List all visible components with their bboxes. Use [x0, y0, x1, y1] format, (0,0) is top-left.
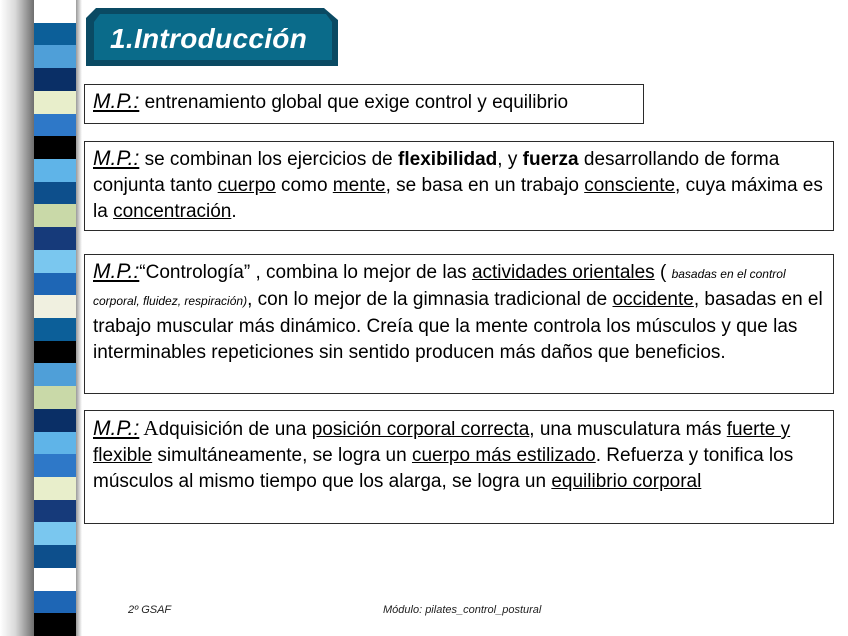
stripe-segment — [34, 295, 78, 318]
stripe-segment — [34, 613, 78, 636]
text-segment: desarrollando de forma conjunta tanto — [93, 149, 780, 196]
stripe-segment — [34, 409, 78, 432]
text-segment: , cuya máxima es la — [93, 175, 823, 222]
text-segment: , una musculatura más — [529, 419, 727, 440]
text-segment: ( — [654, 262, 672, 283]
underlined-term-cuerpo: cuerpo — [217, 175, 276, 196]
underlined-term-actividades-orientales: actividades orientales — [471, 262, 655, 283]
definition-box-4 — [84, 410, 834, 524]
stripe-column — [34, 0, 78, 636]
stripe-segment — [34, 250, 78, 273]
stripe-segment — [34, 182, 78, 205]
text-segment: dquisición de una — [158, 419, 312, 440]
stripe-segment — [34, 454, 78, 477]
small-note: basadas en el control corporal, fluidez, respiración) — [93, 267, 786, 308]
bold-term-flexibilidad: flexibilidad — [398, 149, 498, 170]
definition-text: entrenamiento global que exige control y equilibrio — [139, 92, 569, 113]
footer-module: Módulo: pilates_control_postural — [383, 604, 542, 616]
text-segment: , con lo mejor de la gimnasia tradicional de — [247, 289, 613, 310]
stripe-segment — [34, 341, 78, 364]
text-segment: , basadas en el trabajo muscular más dinámico. Creía que la mente controla los músculos y que las interminables repeticiones sin sentido producen más daños que beneficios. — [93, 289, 823, 363]
stripe-segment — [34, 273, 78, 296]
stripe-segment — [34, 363, 78, 386]
slide-title: 1.Introducción — [110, 23, 308, 54]
slide-title-tab — [86, 8, 338, 64]
text-segment: como — [275, 175, 333, 196]
definition-box-1 — [84, 84, 644, 124]
mp-label: M.P.: — [93, 147, 140, 170]
mp-label: M.P.: — [93, 260, 140, 283]
definition-box-3 — [84, 254, 834, 394]
stripe-segment — [34, 227, 78, 250]
mp-label: M.P.: — [93, 90, 140, 113]
bold-term-fuerza: fuerza — [522, 149, 579, 170]
stripe-segment — [34, 545, 78, 568]
text-segment: “Contrología” , combina lo mejor de las — [139, 262, 472, 283]
underlined-term-consciente: consciente — [584, 175, 676, 196]
underlined-term-cuerpo-estilizado: cuerpo más estilizado — [411, 445, 596, 466]
drop-cap: A — [139, 416, 159, 440]
stripe-segment — [34, 114, 78, 137]
underlined-term-occidente: occidente — [612, 289, 694, 310]
stripe-segment — [34, 477, 78, 500]
text-segment: . — [231, 201, 237, 222]
stripe-segment — [34, 0, 78, 23]
stripe-segment — [34, 500, 78, 523]
stripe-segment — [34, 568, 78, 591]
stripe-segment — [34, 136, 78, 159]
stripe-segment — [34, 432, 78, 455]
underlined-term-concentracion: concentración — [113, 201, 232, 222]
stripe-segment — [34, 68, 78, 91]
stripe-segment — [34, 204, 78, 227]
decorative-stripe-border — [0, 0, 80, 636]
footer-course: 2º GSAF — [128, 604, 172, 616]
stripe-segment — [34, 591, 78, 614]
text-segment: se combinan los ejercicios de — [139, 149, 399, 170]
stripe-segment — [34, 318, 78, 341]
stripe-shadow — [0, 0, 34, 636]
text-segment: . Refuerza y tonifica los músculos al mismo tiempo que los alarga, se logra un — [93, 445, 794, 492]
stripe-segment — [34, 386, 78, 409]
stripe-segment — [34, 522, 78, 545]
stripe-segment — [34, 159, 78, 182]
underlined-term-equilibrio-corporal: equilibrio corporal — [551, 471, 702, 492]
underlined-term-mente: mente — [332, 175, 386, 196]
stripe-segment — [34, 23, 78, 46]
text-segment: simultáneamente, se logra un — [152, 445, 412, 466]
mp-label: M.P.: — [93, 417, 140, 440]
stripe-edge — [76, 0, 82, 636]
text-segment: , y — [497, 149, 523, 170]
definition-box-2 — [84, 141, 834, 231]
underlined-term-fuerte-flexible: fuerte y flexible — [93, 419, 791, 466]
stripe-segment — [34, 91, 78, 114]
text-segment: , se basa en un trabajo — [385, 175, 585, 196]
underlined-term-posicion-corporal: posición corporal correcta — [311, 419, 530, 440]
stripe-segment — [34, 45, 78, 68]
